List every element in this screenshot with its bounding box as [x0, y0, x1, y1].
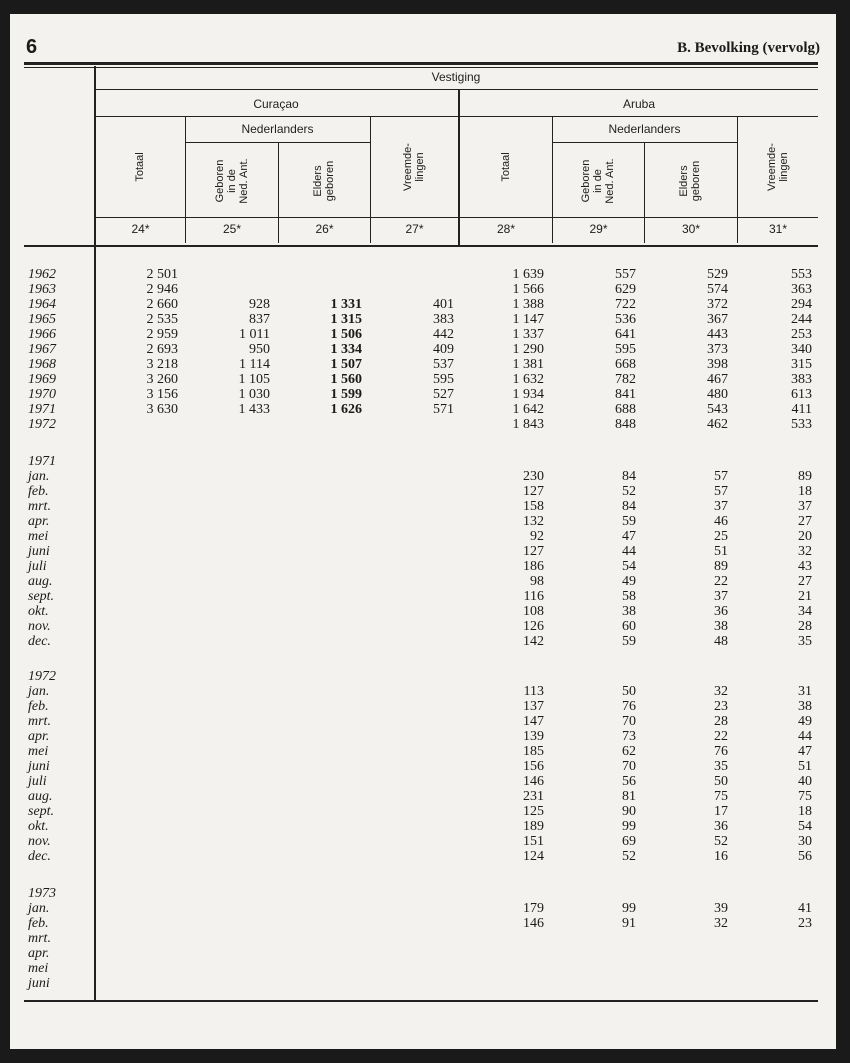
table-cell: 56	[622, 774, 636, 789]
row-label: juni	[28, 759, 50, 774]
table-cell: 1 934	[512, 387, 544, 402]
table-cell: 137	[523, 699, 544, 714]
row-label: 1970	[28, 387, 56, 402]
row-label: sept.	[28, 804, 55, 819]
table-cell: 1 560	[330, 372, 362, 387]
table-cell: 411	[791, 402, 812, 417]
curacao-geboren-header: Geboren in de Ned. Ant.	[214, 158, 250, 204]
table-cell: 373	[707, 342, 728, 357]
table-cell: 48	[714, 634, 728, 649]
table-cell: 89	[798, 469, 812, 484]
table-cell: 409	[433, 342, 454, 357]
table-cell: 186	[523, 559, 544, 574]
table-cell: 1 566	[512, 282, 544, 297]
table-cell: 84	[622, 499, 636, 514]
row-label: 1962	[28, 267, 56, 282]
table-cell: 32	[798, 544, 812, 559]
table-cell: 108	[523, 604, 544, 619]
curacao-vreemdelingen-header: Vreemde- lingen	[402, 143, 426, 191]
row-label: nov.	[28, 619, 51, 634]
table-cell: 62	[622, 744, 636, 759]
row-label: juli	[28, 559, 47, 574]
row-label: 1972	[28, 669, 56, 684]
row-label: apr.	[28, 514, 50, 529]
table-cell: 60	[622, 619, 636, 634]
table-cell: 1 315	[330, 312, 362, 327]
row-label: dec.	[28, 849, 51, 864]
table-cell: 81	[622, 789, 636, 804]
table-cell: 1 642	[512, 402, 544, 417]
table-cell: 537	[433, 357, 454, 372]
table-cell: 92	[530, 529, 544, 544]
table-cell: 52	[622, 849, 636, 864]
table-cell: 3 260	[146, 372, 178, 387]
table-cell: 1 105	[238, 372, 270, 387]
table-cell: 782	[615, 372, 636, 387]
table-cell: 543	[707, 402, 728, 417]
table-cell: 841	[615, 387, 636, 402]
row-label: juli	[28, 774, 47, 789]
aruba-nederlanders-title: Nederlanders	[608, 122, 681, 136]
table-cell: 38	[798, 699, 812, 714]
table-cell: 1 506	[330, 327, 362, 342]
top-double-rule	[24, 62, 818, 65]
curacao-title: Curaçao	[253, 97, 299, 111]
aruba-geboren-header: Geboren in de Ned. Ant.	[580, 158, 616, 204]
table-cell: 46	[714, 514, 728, 529]
table-cell: 58	[622, 589, 636, 604]
table-cell: 156	[523, 759, 544, 774]
table-cell: 1 599	[330, 387, 362, 402]
aruba-title: Aruba	[622, 97, 656, 111]
table-cell: 52	[622, 484, 636, 499]
table-cell: 44	[622, 544, 636, 559]
column-number: 30*	[681, 222, 701, 236]
column-number: 27*	[405, 222, 424, 236]
table-cell: 1 290	[512, 342, 544, 357]
row-label: mrt.	[28, 931, 51, 946]
header-bottom-rule	[24, 245, 818, 247]
table-cell: 629	[615, 282, 636, 297]
group-title: Vestiging	[431, 70, 481, 84]
column-number: 29*	[589, 222, 608, 236]
table-cell: 36	[714, 819, 728, 834]
row-label: apr.	[28, 946, 50, 961]
table-cell: 574	[707, 282, 728, 297]
table-cell: 69	[622, 834, 636, 849]
table-cell: 527	[433, 387, 454, 402]
table-cell: 76	[622, 699, 636, 714]
table-cell: 3 218	[146, 357, 178, 372]
table-cell: 75	[714, 789, 728, 804]
row-label: 1969	[28, 372, 56, 387]
table-cell: 185	[523, 744, 544, 759]
table-cell: 28	[798, 619, 812, 634]
table-cell: 244	[791, 312, 812, 327]
stub-divider	[94, 66, 96, 1001]
row-label: 1966	[28, 327, 56, 342]
table-cell: 27	[798, 514, 812, 529]
table-cell: 73	[622, 729, 636, 744]
table-cell: 848	[615, 417, 636, 432]
table-cell: 1 337	[512, 327, 544, 342]
table-cell: 113	[523, 684, 544, 699]
table-cell: 125	[523, 804, 544, 819]
table-cell: 116	[523, 589, 544, 604]
table-cell: 2 693	[146, 342, 178, 357]
table-cell: 1 147	[512, 312, 544, 327]
page-header: B. Bevolking (vervolg)	[677, 40, 820, 56]
table-cell: 47	[798, 744, 812, 759]
table-cell: 1 331	[330, 297, 362, 312]
page-number: 6	[26, 36, 38, 58]
row-label: aug.	[28, 789, 53, 804]
table-cell: 147	[523, 714, 544, 729]
table-cell: 3 156	[146, 387, 178, 402]
table-cell: 401	[433, 297, 454, 312]
table-cell: 27	[798, 574, 812, 589]
row-label: jan.	[28, 901, 50, 916]
table-cell: 595	[433, 372, 454, 387]
table-cell: 49	[798, 714, 812, 729]
table-cell: 38	[714, 619, 728, 634]
table-cell: 158	[523, 499, 544, 514]
table-cell: 22	[714, 729, 728, 744]
table-cell: 35	[714, 759, 728, 774]
table-cell: 1 388	[512, 297, 544, 312]
table-cell: 668	[615, 357, 636, 372]
table-cell: 1 381	[512, 357, 544, 372]
table-cell: 52	[714, 834, 728, 849]
table-cell: 340	[791, 342, 812, 357]
table-cell: 230	[523, 469, 544, 484]
row-label: apr.	[28, 729, 50, 744]
table-cell: 23	[798, 916, 812, 931]
table-cell: 37	[714, 589, 728, 604]
table-cell: 142	[523, 634, 544, 649]
table-cell: 89	[714, 559, 728, 574]
column-number: 24*	[131, 222, 150, 236]
table-cell: 34	[798, 604, 812, 619]
table-cell: 31	[798, 684, 812, 699]
table-cell: 3 630	[146, 402, 178, 417]
table-cell: 1 632	[512, 372, 544, 387]
table-cell: 1 626	[330, 402, 362, 417]
table-cell: 28	[714, 714, 728, 729]
row-label: 1964	[28, 297, 56, 312]
row-label: 1963	[28, 282, 56, 297]
group-title-rule	[94, 89, 818, 90]
table-cell: 2 501	[146, 267, 178, 282]
table-cell: 98	[530, 574, 544, 589]
table-cell: 443	[707, 327, 728, 342]
row-label: 1968	[28, 357, 56, 372]
column-number: 26*	[315, 222, 334, 236]
row-label: sept.	[28, 589, 55, 604]
table-cell: 56	[798, 849, 812, 864]
column-number: 28*	[496, 222, 516, 236]
table-cell: 17	[714, 804, 728, 819]
table-cell: 57	[714, 484, 728, 499]
table-cell: 37	[714, 499, 728, 514]
row-label: juni	[28, 544, 50, 559]
table-cell: 231	[523, 789, 544, 804]
row-label: feb.	[28, 484, 49, 499]
table-cell: 18	[798, 804, 812, 819]
table-cell: 383	[433, 312, 454, 327]
row-label: feb.	[28, 699, 49, 714]
table-cell: 1 011	[239, 327, 270, 342]
row-label: 1965	[28, 312, 56, 327]
row-label: mrt.	[28, 714, 51, 729]
table-cell: 553	[791, 267, 812, 282]
row-label: mei	[28, 744, 49, 759]
row-label: aug.	[28, 574, 53, 589]
table-cell: 533	[791, 417, 812, 432]
table-cell: 51	[798, 759, 812, 774]
aruba-elders-header: Elders geboren	[678, 160, 702, 202]
table-cell: 641	[615, 327, 636, 342]
row-label: jan.	[28, 684, 50, 699]
table-cell: 2 660	[146, 297, 178, 312]
table-cell: 16	[714, 849, 728, 864]
table-cell: 315	[791, 357, 812, 372]
row-label: 1971	[28, 402, 56, 417]
table-cell: 41	[798, 901, 812, 916]
table-cell: 146	[523, 916, 544, 931]
table-cell: 722	[615, 297, 636, 312]
table-cell: 23	[714, 699, 728, 714]
table-cell: 59	[622, 514, 636, 529]
table-cell: 529	[707, 267, 728, 282]
curacao-nederlanders-title: Nederlanders	[241, 122, 314, 136]
table-cell: 90	[622, 804, 636, 819]
row-label: mei	[28, 961, 49, 976]
table-cell: 84	[622, 469, 636, 484]
table-cell: 44	[798, 729, 812, 744]
table-cell: 50	[622, 684, 636, 699]
table-cell: 480	[707, 387, 728, 402]
top-rule-thin	[24, 67, 818, 68]
curacao-elders-header: Elders geboren	[312, 160, 336, 202]
table-cell: 2 946	[146, 282, 178, 297]
table-cell: 39	[714, 901, 728, 916]
table-cell: 127	[523, 484, 544, 499]
table-cell: 442	[433, 327, 454, 342]
table-cell: 462	[707, 417, 728, 432]
table-cell: 613	[791, 387, 812, 402]
table-cell: 51	[714, 544, 728, 559]
table-cell: 70	[622, 759, 636, 774]
table-cell: 189	[523, 819, 544, 834]
table-cell: 54	[798, 819, 812, 834]
document-page	[10, 14, 836, 1049]
aruba-totaal-header: Totaal	[500, 152, 512, 182]
table-cell: 1 507	[330, 357, 362, 372]
table-cell: 928	[249, 297, 270, 312]
table-cell: 146	[523, 774, 544, 789]
table-cell: 20	[798, 529, 812, 544]
table-cell: 75	[798, 789, 812, 804]
row-label: okt.	[28, 819, 49, 834]
table-cell: 40	[798, 774, 812, 789]
table-cell: 22	[714, 574, 728, 589]
row-label: jan.	[28, 469, 50, 484]
row-label: mrt.	[28, 499, 51, 514]
table-cell: 571	[433, 402, 454, 417]
table-cell: 536	[615, 312, 636, 327]
curacao-totaal-header: Totaal	[134, 152, 146, 182]
table-cell: 398	[707, 357, 728, 372]
table-cell: 2 959	[146, 327, 178, 342]
table-cell: 38	[622, 604, 636, 619]
row-label: nov.	[28, 834, 51, 849]
table-cell: 59	[622, 634, 636, 649]
table-cell: 54	[622, 559, 636, 574]
table-cell: 57	[714, 469, 728, 484]
row-label: mei	[28, 529, 49, 544]
table-cell: 151	[523, 834, 544, 849]
table-cell: 595	[615, 342, 636, 357]
column-number-rule	[94, 217, 818, 218]
table-cell: 467	[707, 372, 728, 387]
table-cell: 99	[622, 819, 636, 834]
table-cell: 950	[249, 342, 270, 357]
table-cell: 179	[523, 901, 544, 916]
table-cell: 132	[523, 514, 544, 529]
row-label: okt.	[28, 604, 49, 619]
table-cell: 383	[791, 372, 812, 387]
table-cell: 1 114	[239, 357, 270, 372]
table-cell: 32	[714, 916, 728, 931]
table-cell: 2 535	[146, 312, 178, 327]
table-cell: 30	[798, 834, 812, 849]
table-cell: 1 639	[512, 267, 544, 282]
column-number: 31*	[768, 222, 788, 236]
row-label: dec.	[28, 634, 51, 649]
table-bottom-rule	[24, 1000, 818, 1002]
table-cell: 47	[622, 529, 636, 544]
table-cell: 25	[714, 529, 728, 544]
table-cell: 126	[523, 619, 544, 634]
table-cell: 367	[707, 312, 728, 327]
table-cell: 49	[622, 574, 636, 589]
table-cell: 36	[714, 604, 728, 619]
table-cell: 1 843	[512, 417, 544, 432]
table-cell: 372	[707, 297, 728, 312]
table-cell: 688	[615, 402, 636, 417]
table-cell: 139	[523, 729, 544, 744]
row-label: 1973	[28, 886, 56, 901]
table-cell: 124	[523, 849, 544, 864]
table-cell: 363	[791, 282, 812, 297]
table-cell: 1 433	[238, 402, 270, 417]
table-cell: 50	[714, 774, 728, 789]
row-label: 1967	[28, 342, 56, 357]
table-cell: 18	[798, 484, 812, 499]
table-cell: 1 334	[330, 342, 362, 357]
table-cell: 1 030	[238, 387, 270, 402]
table-cell: 43	[798, 559, 812, 574]
table-cell: 76	[714, 744, 728, 759]
table-cell: 32	[714, 684, 728, 699]
table-cell: 127	[523, 544, 544, 559]
table-cell: 35	[798, 634, 812, 649]
table-cell: 837	[249, 312, 270, 327]
row-label: feb.	[28, 916, 49, 931]
island-title-rule	[94, 116, 818, 117]
table-cell: 21	[798, 589, 812, 604]
table-cell: 37	[798, 499, 812, 514]
table-cell: 99	[622, 901, 636, 916]
column-number: 25*	[222, 222, 242, 236]
row-label: 1971	[28, 454, 56, 469]
table-cell: 91	[622, 916, 636, 931]
aruba-vreemdelingen-header: Vreemde- lingen	[766, 143, 790, 191]
row-label: 1972	[28, 417, 56, 432]
table-cell: 557	[615, 267, 636, 282]
table-cell: 253	[791, 327, 812, 342]
row-label: juni	[28, 976, 50, 991]
table-cell: 70	[622, 714, 636, 729]
table-cell: 294	[791, 297, 812, 312]
